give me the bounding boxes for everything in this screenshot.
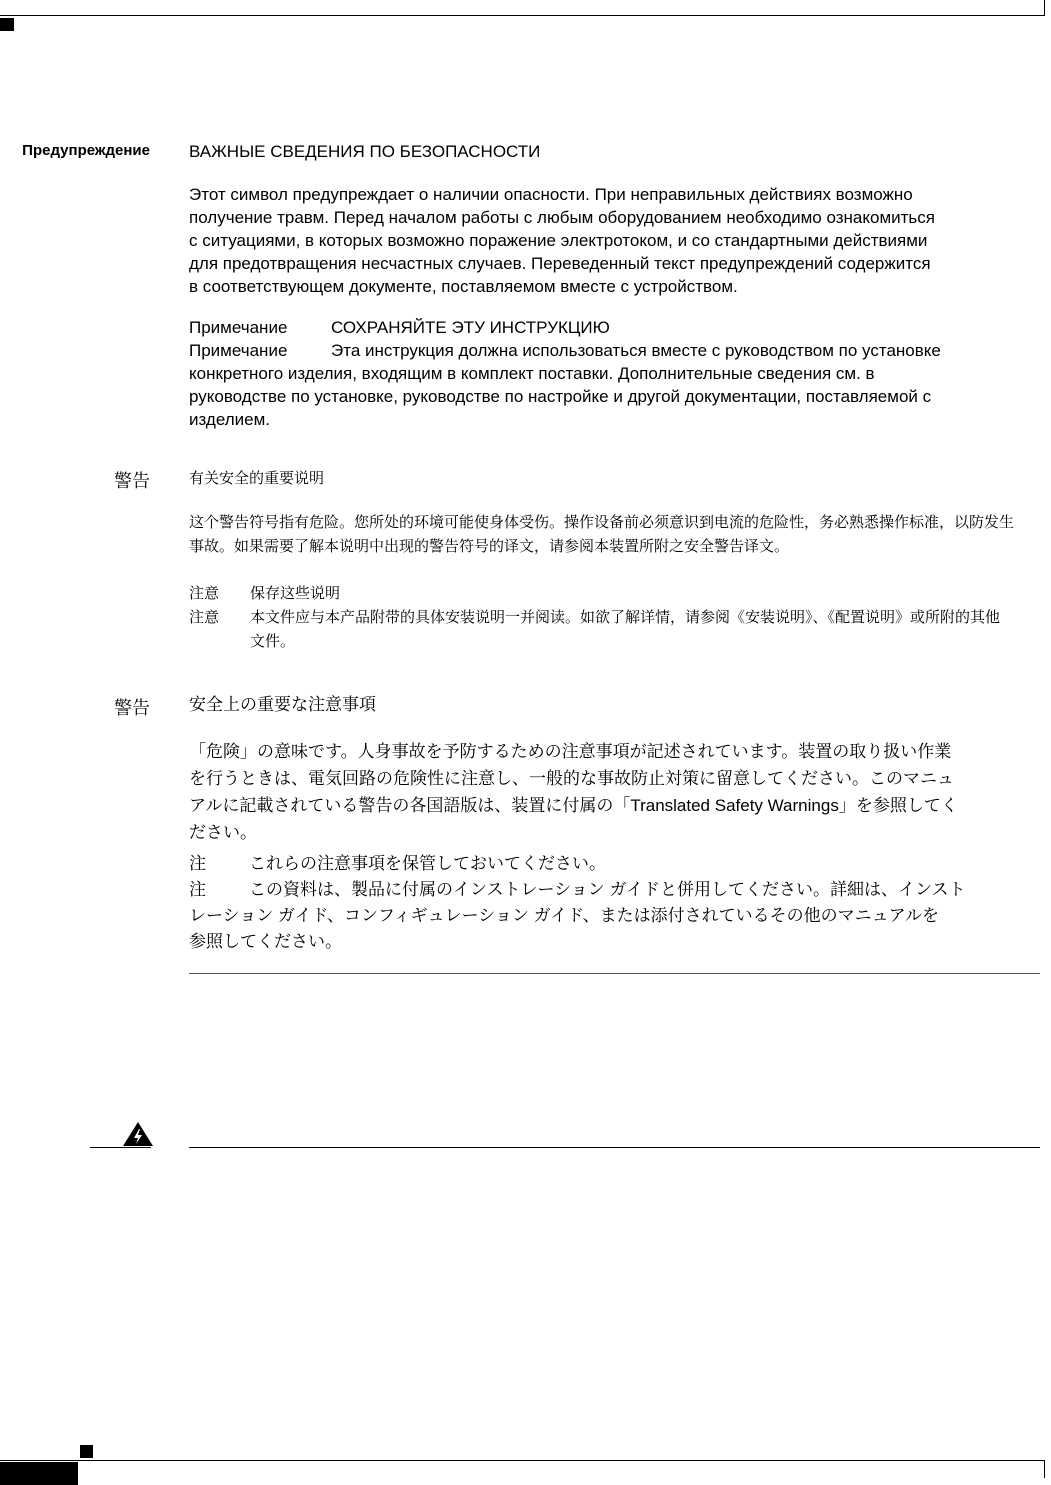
bottom-corner-mark	[80, 1445, 93, 1458]
note-text	[250, 606, 1044, 654]
russian-note-2-continuation: конкретного изделия, входящим в комплект поставки. Дополнительные сведения см. в	[189, 364, 875, 383]
japanese-heading-text: 安全上の重要な注意事項	[189, 695, 376, 714]
russian-body-line: с ситуациями, в которых возможно поражение электротоком, и со стандартными действиями	[189, 231, 928, 250]
bottom-rule-tick	[1044, 1460, 1045, 1478]
chinese-notes	[189, 582, 1044, 654]
note-label: 注	[189, 854, 206, 873]
russian-body-line: Этот символ предупреждает о наличии опасности. При неправильных действиях возможно	[189, 185, 913, 204]
chinese-note-2	[189, 606, 1044, 654]
russian-note-2-continuation: изделием.	[189, 410, 271, 429]
note-text: СОХРАНЯЙТЕ ЭТУ ИНСТРУКЦИЮ	[331, 318, 610, 337]
footer-page-block	[0, 1462, 78, 1485]
chinese-body-line: 事故。如果需要了解本说明中出现的警告符号的译文，请参阅本装置所附之安全警告译文。	[189, 538, 790, 555]
japanese-body	[189, 738, 1044, 846]
note-label: 注	[189, 880, 206, 899]
russian-note-2-continuation: руководстве по установке, руководстве по настройке и другой документации, поставляемой с	[189, 387, 932, 406]
chinese-warning-label: 警告	[114, 471, 150, 491]
chinese-note-2-line: 文件。	[250, 633, 296, 650]
note-text: この資料は、製品に付属のインストレーション ガイドと併用してください。詳細は、インスト	[249, 880, 966, 899]
electrical-hazard-warning-icon	[122, 1121, 154, 1147]
japanese-note-2	[189, 877, 1044, 903]
russian-body	[189, 183, 1044, 298]
russian-notes	[189, 316, 1044, 431]
bottom-rule	[0, 1460, 1045, 1461]
chinese-body	[189, 511, 1044, 559]
japanese-heading	[189, 693, 1044, 716]
note-label: 注意	[189, 609, 220, 626]
top-corner-mark	[0, 18, 14, 31]
chinese-body-line: 这个警告符号指有危险。您所处的环境可能使身体受伤。操作设备前必须意识到电流的危险性，务必熟悉操作标准，以防发生	[189, 514, 1015, 531]
japanese-body-line: アルに記載されている警告の各国語版は、装置に付属の「Translated Safety Warnings」を参照してく	[189, 796, 958, 815]
japanese-body-line: を行うときは、電気回路の危険性に注意し、一般的な事故防止対策に留意してください。このマニュ	[189, 769, 954, 788]
japanese-note-1	[189, 851, 1044, 877]
japanese-note-2-continuation: 参照してください。	[189, 932, 342, 951]
note-label: Примечание	[189, 341, 288, 360]
russian-heading-text: ВАЖНЫЕ СВЕДЕНИЯ ПО БЕЗОПАСНОСТИ	[189, 142, 541, 161]
russian-heading	[189, 140, 1044, 163]
japanese-body-line: 「危険」の意味です。人身事故を予防するための注意事項が記述されています。装置の取り扱い作業	[189, 742, 952, 761]
warning-rule-right	[189, 1147, 1040, 1148]
russian-body-line: в соответствующем документе, поставляемом вместе с устройством.	[189, 277, 738, 296]
note-label: Примечание	[189, 318, 288, 337]
japanese-note-2-continuation: レーション ガイド、コンフィギュレーション ガイド、または添付されているその他のマニュアルを	[189, 906, 939, 925]
russian-body-line: для предотвращения несчастных случаев. Переведенный текст предупреждений содержится	[189, 254, 931, 273]
note-text: 保存这些说明	[250, 585, 341, 602]
russian-body-line: получение травм. Перед началом работы с любым оборудованием необходимо ознакомиться	[189, 208, 935, 227]
japanese-body-line: ださい。	[189, 823, 257, 842]
chinese-heading-text: 有关安全的重要说明	[189, 470, 325, 487]
russian-note-2	[189, 339, 1044, 362]
chinese-note-2-line: 本文件应与本产品附带的具体安装说明一并阅读。如欲了解详情，请参阅《安装说明》、《配置说明》或所附的其他	[250, 609, 1001, 626]
top-rule	[0, 15, 1045, 16]
warning-rule-left	[90, 1147, 151, 1148]
note-label: 注意	[189, 585, 220, 602]
japanese-warning-label: 警告	[114, 698, 150, 718]
note-text: これらの注意事項を保管しておいてください。	[249, 854, 606, 873]
japanese-notes	[189, 851, 1044, 955]
note-text: Эта инструкция должна использоваться вместе с руководством по установке	[331, 341, 941, 360]
chinese-note-1	[189, 582, 1044, 606]
top-rule-tick	[1044, 0, 1045, 16]
section-end-rule	[189, 973, 1040, 974]
chinese-heading	[189, 467, 1044, 490]
russian-note-1	[189, 316, 1044, 339]
russian-warning-label: Предупреждение	[22, 142, 150, 159]
